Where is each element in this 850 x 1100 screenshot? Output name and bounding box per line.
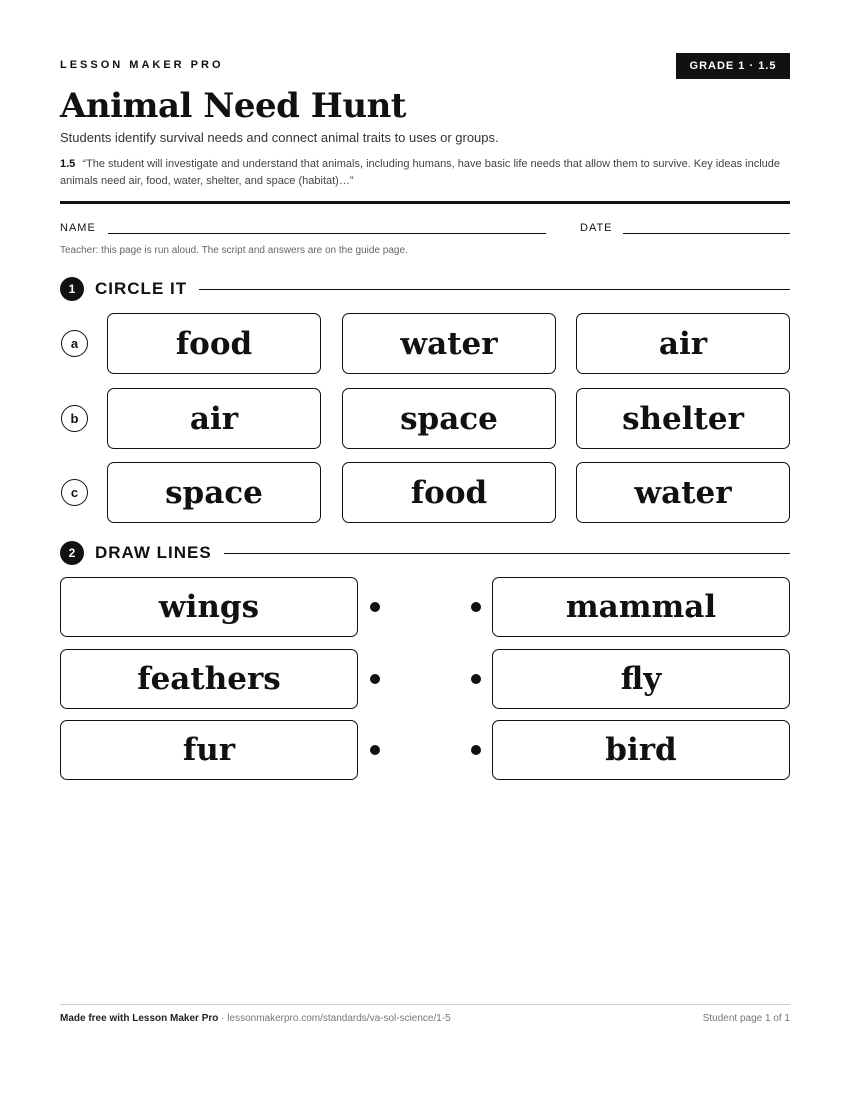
choice-box[interactable]: food	[342, 462, 556, 523]
footer-page-number: Student page 1 of 1	[702, 1013, 790, 1024]
match-dot[interactable]	[370, 674, 380, 684]
section-title: CIRCLE IT	[95, 279, 188, 298]
match-right-box[interactable]: mammal	[492, 577, 790, 637]
match-right-box[interactable]: fly	[492, 649, 790, 709]
brand-name: LESSON MAKER PRO	[60, 59, 224, 71]
section-number: 1	[60, 277, 84, 301]
choice-box[interactable]: water	[576, 462, 790, 523]
match-left-box[interactable]: fur	[60, 720, 358, 780]
match-left-box[interactable]: feathers	[60, 649, 358, 709]
footer-made-with: Made free with Lesson Maker Pro	[60, 1013, 219, 1024]
footer-url[interactable]: lessonmakerpro.com/standards/va-sol-science/1-5	[227, 1013, 451, 1024]
date-field[interactable]	[623, 233, 790, 234]
standard-text	[60, 156, 790, 190]
match-dot[interactable]	[370, 745, 380, 755]
section-number: 2	[60, 541, 84, 565]
choice-box[interactable]: space	[107, 462, 321, 523]
choice-box[interactable]: space	[342, 388, 556, 449]
section-rule	[199, 289, 790, 290]
section-title: DRAW LINES	[95, 543, 212, 562]
choice-box[interactable]: shelter	[576, 388, 790, 449]
name-field[interactable]	[108, 233, 546, 234]
choice-box[interactable]: air	[576, 313, 790, 374]
match-left-box[interactable]: wings	[60, 577, 358, 637]
choice-box[interactable]: food	[107, 313, 321, 374]
page-title: Animal Need Hunt	[60, 86, 406, 126]
name-label: NAME	[60, 222, 96, 234]
section-rule	[224, 553, 790, 554]
section-draw-lines-header	[60, 541, 790, 565]
row-letter-b: b	[61, 405, 88, 432]
header-divider	[60, 201, 790, 204]
page-subtitle: Students identify survival needs and connect animal traits to uses or groups.	[60, 130, 499, 145]
choice-box[interactable]: air	[107, 388, 321, 449]
footer-divider	[60, 1004, 790, 1005]
standard-code: 1.5	[60, 158, 76, 170]
choice-box[interactable]: water	[342, 313, 556, 374]
grade-badge: GRADE 1 · 1.5	[676, 53, 790, 79]
row-letter-a: a	[61, 330, 88, 357]
row-letter-c: c	[61, 479, 88, 506]
match-dot[interactable]	[370, 602, 380, 612]
date-label: DATE	[580, 222, 613, 234]
footer-credit	[60, 1013, 451, 1024]
teacher-note: Teacher: this page is run aloud. The script and answers are on the guide page.	[60, 245, 408, 256]
standard-quote: “The student will investigate and understand that animals, including humans, have basic life needs that allow them to survive. Key ideas include animals need air, food, water, shelter, and space (habitat)…”	[60, 158, 781, 187]
match-dot[interactable]	[471, 602, 481, 612]
footer-separator: ·	[218, 1013, 228, 1024]
match-dot[interactable]	[471, 674, 481, 684]
section-circle-it-header	[60, 277, 790, 301]
match-dot[interactable]	[471, 745, 481, 755]
match-right-box[interactable]: bird	[492, 720, 790, 780]
